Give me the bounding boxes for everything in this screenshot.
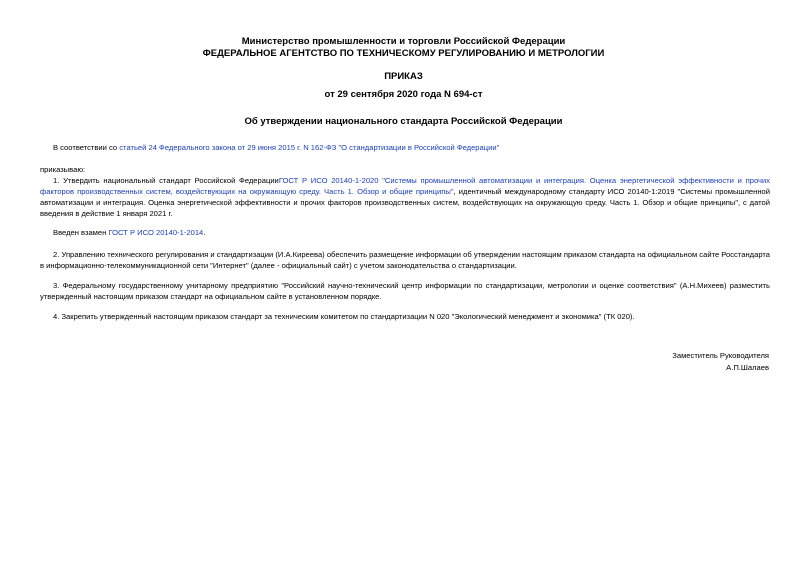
agency-name: ФЕДЕРАЛЬНОЕ АГЕНТСТВО ПО ТЕХНИЧЕСКОМУ РЕГУЛИРОВАНИЮ И МЕТРОЛОГИИ (202, 48, 605, 59)
order-word: приказываю: (40, 165, 86, 174)
replacement-suffix: . (203, 228, 206, 237)
document-date-number: от 29 сентября 2020 года N 694-ст (324, 89, 483, 100)
document-title: Об утверждении национального стандарта Российской Федерации (244, 116, 563, 127)
federal-law-link[interactable]: статьей 24 Федерального закона от 29 июня 2015 г. N 162-ФЗ "О стандартизации в Российской Федерации" (119, 143, 500, 152)
item-2-paragraph: 2. Управлению технического регулирования и стандартизации (И.А.Киреева) обеспечить размещение информации об утверждении настоящим приказом стандарта на официальном сайте Росстандарта в информационно-телекоммуникационной сети "Интернет" (далее - официальный сайт) с учетом законодательства о стандартизации. (40, 250, 770, 270)
replacement-paragraph (40, 227, 770, 238)
item-1-suffix: , идентичный международному стандарту ИСО 20140-1:2019 "Системы промышленной автоматизации и интеграция. Оценка энергетической эффективности и прочих факторов производственных систем, воздействующих на окружающую среду. Часть 1. Обзор и общие принципы", с датой введения в действие 1 января 2021 г. (40, 187, 770, 218)
intro-prefix: В соответствии со (53, 143, 120, 152)
replacement-prefix: Введен взамен (53, 228, 109, 237)
signatory-name: А.П.Шалаев (726, 363, 769, 372)
document-type: ПРИКАЗ (384, 71, 423, 82)
gost-2014-link[interactable]: ГОСТ Р ИСО 20140-1-2014 (108, 228, 204, 237)
ministry-name: Министерство промышленности и торговли Российской Федерации (241, 36, 566, 47)
item-3-paragraph: 3. Федеральному государственному унитарному предприятию "Российский научно-технический центр информации по стандартизации, метрологии и оценке соответствия" (А.Н.Михеев) разместить утвержденный настоящим приказом стандарт на официальном сайте в установленном порядке. (40, 281, 770, 301)
signatory-position: Заместитель Руководителя (672, 351, 769, 360)
item-1-prefix: 1. Утвердить национальный стандарт Российской Федерации (53, 176, 279, 185)
intro-paragraph (40, 142, 770, 153)
item-4-paragraph: 4. Закрепить утвержденный настоящим приказом стандарт за техническим комитетом по стандартизации N 020 "Экологический менеджмент и экономика" (ТК 020). (53, 312, 635, 321)
item-1-paragraph (40, 175, 770, 219)
gost-2020-link[interactable]: ГОСТ Р ИСО 20140-1-2020 "Системы промышленной автоматизации и интеграция. Оценка энергетической эффективности и прочих факторов производственных систем, воздействующих на окружающую среду. Часть 1. Обзор и общие принципы" (40, 176, 770, 196)
